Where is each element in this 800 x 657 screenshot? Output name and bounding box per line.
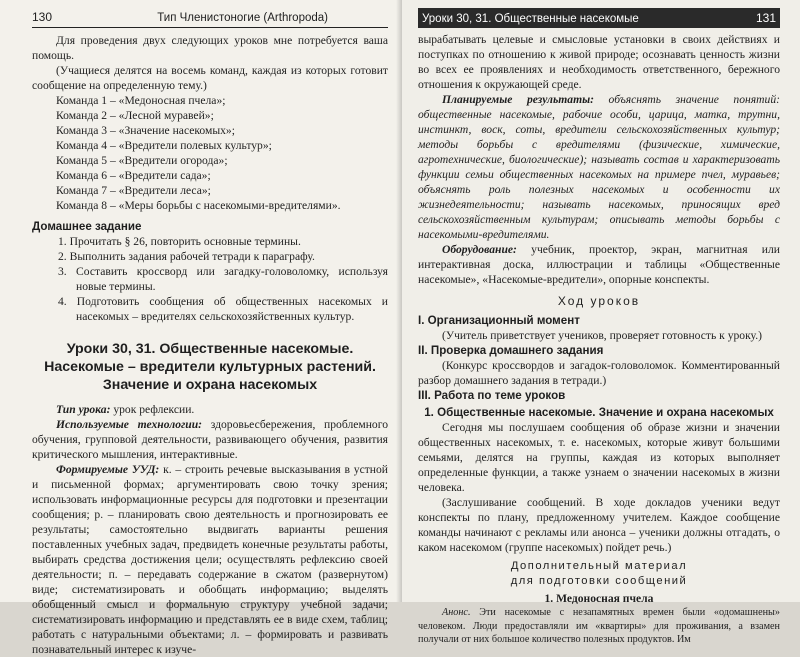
honeybee-label: Анонс. <box>442 607 471 618</box>
paragraph-2: (Заслушивание сообщений. В ходе докладов ученики ведут конспекты по плану, предложенному учителем. Каждое сообщение команды начинают с рекламы или анонса – ученики должны отгадать, о каком насекомом (группе насекомых) пойдет речь.) <box>418 496 780 554</box>
intro-paragraph-2: (Учащиеся делятся на восемь команд, каждая из которых готовит сообщение на определенную тему.) <box>32 64 388 92</box>
uud <box>32 462 388 657</box>
uud-value: к. – строить речевые высказывания в устной и письменной формах; аргументировать свою точку зрения; использовать информационные ресурсы для подготовки и презентации сообщения; р. – планировать свою деятельность и прогнозировать ее результаты; самостоятельно выдвигать варианты решения поставленных учебных задач, предвидеть конечные результаты работы, выбирать средства достижения цели; осуществлять рефлексию своей деятельности; п. – передавать содержание в сжатом (развернутом) виде; систематизировать и обобщать информацию; выделять обобщенный смысл и формальную структуру учебной задачи; систематизировать информацию и представлять ее в виде схем, таблиц; работать с натуральными объектами; л. – формировать и развивать познавательный интерес к изуче- <box>32 463 389 656</box>
team-item: Команда 7 – «Вредители леса»; <box>56 184 211 197</box>
extra-material-subheading: для подготовки сообщений <box>510 575 688 587</box>
left-running-title: Тип Членистоногие (Arthropoda) <box>157 12 328 24</box>
homework-item: 4. Подготовить сообщения об общественных насекомых и насекомых – вредителях сельскохозяйственных культур. <box>58 295 388 323</box>
team-item: Команда 3 – «Значение насекомых»; <box>56 124 235 137</box>
technologies-value: здоровьесбережения, проблемного обучения, групповой деятельности, развивающего обучения, развития критического мышления, интерактивные. <box>32 418 388 461</box>
intro-paragraph-1: Для проведения двух следующих уроков мне потребуется ваша помощь. <box>32 34 388 62</box>
left-running-head <box>32 10 388 28</box>
homework-item: 2. Выполнить задания рабочей тетради к параграфу. <box>58 250 315 263</box>
right-running-head <box>418 8 780 28</box>
team-item: Команда 5 – «Вредители огорода»; <box>56 154 228 167</box>
stage-2-text: (Конкурс кроссвордов и загадок-головоломок. Комментированный разбор домашнего задания в тетради.) <box>418 359 780 387</box>
stage-1-text: (Учитель приветствует учеников, проверяет готовность к уроку.) <box>442 329 762 342</box>
right-page-number: 131 <box>755 11 776 25</box>
homework-item: 1. Прочитать § 26, повторить основные термины. <box>58 235 301 248</box>
subtopic-1-heading: 1. Общественные насекомые. Значение и охрана насекомых <box>424 406 774 419</box>
continued-text: вырабатывать целевые и смысловые установки в своих действиях и поступках по отношению к живой природе; осознавать ценность жизни во всех ее проявлениях и необходимость ответственного, бережного отношения к окружающей среде. <box>418 33 780 91</box>
team-item: Команда 6 – «Вредители сада»; <box>56 169 211 182</box>
right-running-title: Уроки 30, 31. Общественные насекомые <box>422 13 639 25</box>
planned-results <box>418 92 780 242</box>
equipment <box>418 242 780 287</box>
planned-results-label: Планируемые результаты: <box>442 93 595 106</box>
team-item: Команда 8 – «Меры борьбы с насекомыми-вредителями». <box>56 199 341 212</box>
paragraph-1: Сегодня мы послушаем сообщения об образе жизни и значении общественных насекомых, т. е. насекомых, которые живут большими семьями, делятся на группы, каждая из которых выполняет определенные функции, а также узнаем о значении насекомых в жизни человека. <box>418 421 780 494</box>
team-item: Команда 1 – «Медоносная пчела»; <box>56 94 226 107</box>
stage-2-heading: II. Проверка домашнего задания <box>418 344 604 357</box>
team-item: Команда 2 – «Лесной муравей»; <box>56 109 214 122</box>
left-page-number: 130 <box>32 10 53 24</box>
technologies <box>32 417 388 462</box>
stage-3-heading: III. Работа по теме уроков <box>418 389 566 402</box>
equipment-label: Оборудование: <box>442 243 517 256</box>
homework-list <box>32 234 388 324</box>
uud-label: Формируемые УУД: <box>56 463 160 476</box>
teams-list <box>32 93 388 213</box>
lesson-type-label: Тип урока: <box>56 403 111 416</box>
lesson-title: Уроки 30, 31. Общественные насекомые. Насекомые – вредители культурных растений. Значение и охрана насекомых <box>44 341 376 393</box>
stage-1-heading: I. Организационный момент <box>418 314 580 327</box>
homework-heading: Домашнее задание <box>32 220 142 233</box>
planned-results-value: объяснять значение понятий: общественные насекомые, рабочие особи, царица, матка, трутни, инстинкт, воск, соты, вредители сельскохозяйственных культур; методы борьбы с вредителями (физические, химические, агротехнические, биологические); называть состав и характеризовать функции семьи общественных насекомых на примере пчел, муравьев; объяснять роль полезных насекомых и особенности их жизнедеятельности; называть насекомых, приносящих вред сельскохозяйственным культурам; описывать методы борьбы с насекомыми-вредителями. <box>418 93 780 241</box>
team-item: Команда 4 – «Вредители полевых культур»; <box>56 139 272 152</box>
honeybee-text: Эти насекомые с незапамятных времен были «одомашнены» человеком. Люди предоставляли им «квартиры» для проживания, а взамен получали от них большое количество полезных продуктов. Им <box>418 607 780 645</box>
honeybee-heading: 1. Медоносная пчела <box>544 592 654 605</box>
lesson-type <box>32 402 388 417</box>
homework-item: 3. Составить кроссворд или загадку-головоломку, используя новые термины. <box>58 265 388 293</box>
honeybee-announcement <box>418 606 780 647</box>
technologies-label: Используемые технологии: <box>56 418 203 431</box>
lesson-type-value: урок рефлексии. <box>110 403 195 416</box>
right-page <box>402 0 800 645</box>
lessons-flow-heading: Ход уроков <box>557 294 641 308</box>
extra-material-heading: Дополнительный материал <box>510 560 688 572</box>
equipment-value: учебник, проектор, экран, магнитная или интерактивная доска, иллюстрации и таблицы «Общественные насекомые», «Насекомые-вредители», опорные конспекты. <box>418 243 780 286</box>
